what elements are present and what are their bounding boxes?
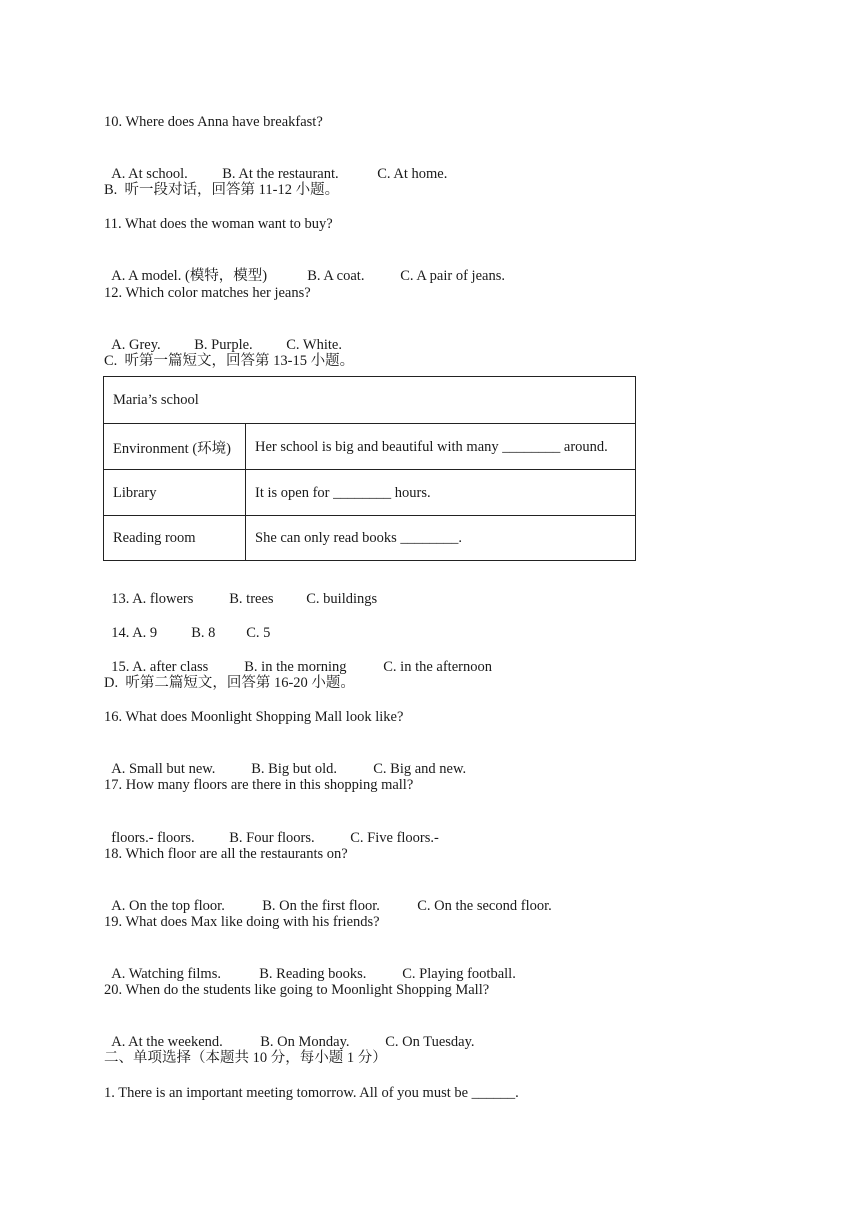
- section-d-heading: D. 听第二篇短文，回答第 16-20 小题。: [104, 675, 355, 691]
- option-b: B. Purple.: [194, 337, 253, 353]
- multiple-choice-1: 1. There is an important meeting tomorrow. All of you must be ______.: [104, 1085, 519, 1101]
- option-c: C. 5: [246, 625, 271, 641]
- option-a: 13. A. flowers: [111, 591, 194, 607]
- row-label: Environment (环境): [113, 440, 231, 457]
- question-19: 19. What does Max like doing with his friends?: [104, 914, 380, 930]
- question-18: 18. Which floor are all the restaurants on?: [104, 846, 348, 862]
- question-13-options: [104, 572, 377, 608]
- option-a: 15. A. after class: [111, 659, 209, 675]
- question-18-options: [104, 879, 552, 915]
- option-a: A. Watching films.: [111, 966, 221, 982]
- question-19-options: [104, 947, 516, 983]
- option-c: C. Playing football.: [402, 966, 516, 982]
- option-b: B. On Monday.: [260, 1034, 350, 1050]
- option-c: C. buildings: [306, 591, 378, 607]
- table-row: [104, 423, 635, 470]
- row-text: Her school is big and beautiful with many ________ around.: [255, 438, 608, 455]
- row-text: She can only read books ________.: [255, 530, 462, 546]
- option-a: A. Grey.: [111, 337, 161, 353]
- row-text: It is open for ________ hours.: [255, 484, 431, 501]
- option-c: C. On Tuesday.: [385, 1034, 475, 1050]
- section-b-heading: B. 听一段对话，回答第 11-12 小题。: [104, 182, 340, 198]
- table-title-row: [104, 377, 635, 423]
- option-b: B. 8: [191, 625, 216, 641]
- question-10-options: [104, 147, 447, 183]
- option-b: B. trees: [229, 591, 274, 607]
- option-b: B. Reading books.: [259, 966, 367, 982]
- table-row: [104, 515, 635, 561]
- row-label: Reading room: [113, 530, 196, 546]
- part-2-heading: 二、单项选择（本题共 10 分，每小题 1 分）: [104, 1050, 387, 1066]
- table-row: [104, 469, 635, 516]
- table-title: Maria’s school: [113, 391, 199, 408]
- question-20: 20. When do the students like going to Moonlight Shopping Mall?: [104, 982, 490, 998]
- question-17: 17. How many floors are there in this shopping mall?: [104, 777, 414, 793]
- question-12: 12. Which color matches her jeans?: [104, 285, 311, 301]
- option-a: 14. A. 9: [111, 625, 158, 641]
- question-16: 16. What does Moonlight Shopping Mall look like?: [104, 709, 404, 725]
- section-c-heading: C. 听第一篇短文，回答第 13-15 小题。: [104, 353, 355, 369]
- option-b: B. in the morning: [244, 659, 347, 675]
- question-11: 11. What does the woman want to buy?: [104, 216, 333, 232]
- column-divider: [245, 423, 246, 561]
- option-a: A. On the top floor.: [111, 898, 225, 914]
- option-b: B. At the restaurant.: [222, 166, 339, 182]
- question-11-options: [104, 249, 505, 285]
- option-c: C. At home.: [377, 166, 448, 182]
- question-16-options: [104, 742, 466, 778]
- option-a: A. At school.: [111, 166, 188, 182]
- option-a: floors.- floors.: [111, 830, 195, 846]
- option-a: A. At the weekend.: [111, 1034, 223, 1050]
- option-b: B. Big but old.: [251, 761, 338, 777]
- marias-school-table: [103, 376, 636, 561]
- option-c: C. in the afternoon: [383, 659, 492, 675]
- option-b: B. A coat.: [307, 268, 365, 284]
- option-c: C. A pair of jeans.: [400, 268, 505, 284]
- question-20-options: [104, 1015, 475, 1051]
- option-b: B. Four floors.: [229, 830, 315, 846]
- question-15-options: [104, 640, 492, 676]
- question-10: 10. Where does Anna have breakfast?: [104, 114, 323, 130]
- row-label: Library: [113, 484, 157, 501]
- option-c: C. Big and new.: [373, 761, 467, 777]
- option-a: A. Small but new.: [111, 761, 216, 777]
- question-14-options: [104, 606, 270, 642]
- question-12-options: [104, 318, 342, 354]
- option-a: A. A model. (模特，模型): [111, 268, 268, 284]
- option-c: C. On the second floor.: [417, 898, 552, 914]
- option-b: B. On the first floor.: [262, 898, 380, 914]
- question-17-options: [104, 811, 439, 847]
- option-c: C. White.: [286, 337, 342, 353]
- option-c: C. Five floors.-: [350, 830, 439, 846]
